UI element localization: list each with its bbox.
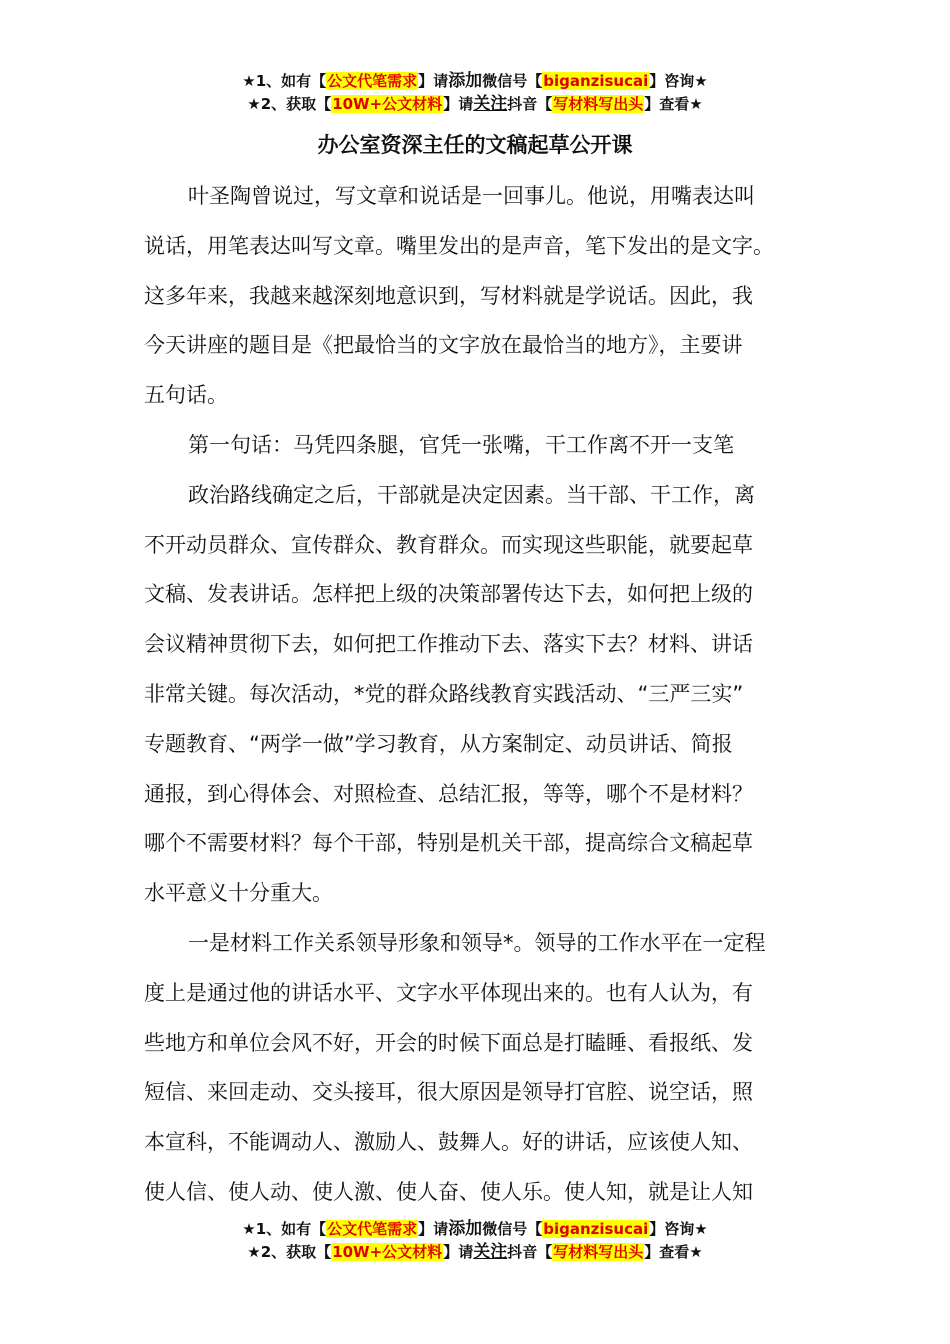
body-line: 哪个不需要材料？每个干部，特别是机关干部，提高综合文稿起草 bbox=[144, 831, 753, 856]
highlight-materials: 10W+公文材料 bbox=[332, 1243, 443, 1261]
body-line: 五句话。 bbox=[144, 383, 228, 408]
document-title: 办公室资深主任的文稿起草公开课 bbox=[317, 133, 633, 157]
section-heading: 第一句话：马凭四条腿，官凭一张嘴，干工作离不开一支笔 bbox=[188, 432, 734, 457]
highlight-douyin-account: 写材料写出头 bbox=[553, 1243, 644, 1261]
body-line: 不开动员群众、宣传群众、教育群众。而实现这些职能，就要起草 bbox=[144, 532, 753, 557]
highlight-wechat-id: biganzisucai bbox=[543, 72, 649, 90]
body-line: 政治路线确定之后，干部就是决定因素。当干部、干工作，离 bbox=[188, 482, 755, 507]
promo-line-1: ★1、如有【公文代笔需求】请添加微信号【biganzisucai】咨询★ bbox=[242, 71, 708, 91]
body-line: 文稿、发表讲话。怎样把上级的决策部署传达下去，如何把上级的 bbox=[144, 582, 753, 607]
promo-banner-top bbox=[0, 70, 950, 116]
body-line: 会议精神贯彻下去，如何把工作推动下去、落实下去？材料、讲话 bbox=[144, 632, 753, 657]
body-line: 这多年来，我越来越深刻地意识到，写材料就是学说话。因此，我 bbox=[144, 283, 753, 308]
promo-line-2: ★2、获取【10W+公文材料】请关注抖音【写材料写出头】查看★ bbox=[247, 1242, 703, 1262]
body-line: 通报，到心得体会、对照检查、总结汇报，等等，哪个不是材料？ bbox=[144, 781, 753, 806]
body-line: 一是材料工作关系领导形象和领导*。领导的工作水平在一定程 bbox=[188, 930, 766, 955]
body-line: 非常关键。每次活动，*党的群众路线教育实践活动、“三严三实” bbox=[144, 681, 744, 706]
body-line: 专题教育、“两学一做”学习教育，从方案制定、动员讲话、简报 bbox=[144, 731, 733, 756]
body-line: 些地方和单位会风不好，开会的时候下面总是打瞌睡、看报纸、发 bbox=[144, 1030, 753, 1055]
highlight-service: 公文代笔需求 bbox=[327, 72, 418, 90]
promo-line-2: ★2、获取【10W+公文材料】请关注抖音【写材料写出头】查看★ bbox=[247, 94, 703, 114]
body-line: 今天讲座的题目是《把最恰当的文字放在最恰当的地方》，主要讲 bbox=[144, 333, 743, 358]
body-line: 短信、来回走动、交头接耳，很大原因是领导打官腔、说空话，照 bbox=[144, 1080, 753, 1105]
body-line: 叶圣陶曾说过，写文章和说话是一回事儿。他说，用嘴表达叫 bbox=[188, 184, 755, 208]
body-line: 度上是通过他的讲话水平、文字水平体现出来的。也有人认为，有 bbox=[144, 980, 753, 1005]
document-body bbox=[144, 172, 816, 1218]
highlight-douyin-account: 写材料写出头 bbox=[553, 95, 644, 113]
promo-line-1: ★1、如有【公文代笔需求】请添加微信号【biganzisucai】咨询★ bbox=[242, 1219, 708, 1239]
body-line: 使人信、使人动、使人激、使人奋、使人乐。使人知，就是让人知 bbox=[144, 1179, 753, 1204]
highlight-materials: 10W+公文材料 bbox=[332, 95, 443, 113]
body-line: 水平意义十分重大。 bbox=[144, 881, 333, 906]
highlight-wechat-id: biganzisucai bbox=[543, 1220, 649, 1238]
body-line: 本宣科，不能调动人、激励人、鼓舞人。好的讲话，应该使人知、 bbox=[144, 1130, 753, 1155]
body-line: 说话，用笔表达叫写文章。嘴里发出的是声音，笔下发出的是文字。 bbox=[144, 233, 774, 258]
promo-banner-bottom bbox=[0, 1218, 950, 1264]
highlight-service: 公文代笔需求 bbox=[327, 1220, 418, 1238]
